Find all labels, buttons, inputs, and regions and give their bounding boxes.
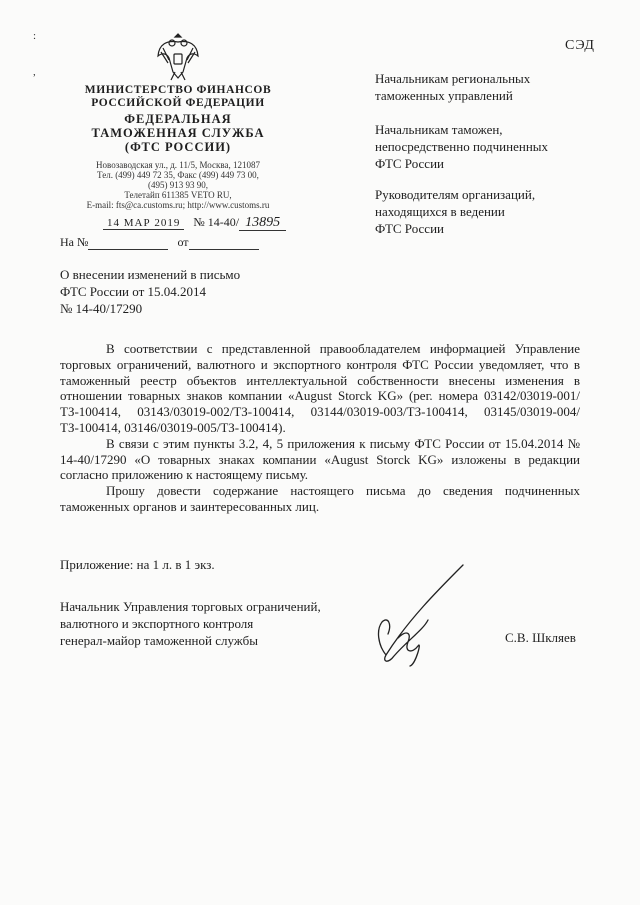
- signer-position: [60, 598, 321, 649]
- scan-mark: :: [33, 30, 37, 42]
- signer-position-line: генерал-майор таможенной службы: [60, 633, 258, 648]
- handwritten-signature: [368, 560, 483, 670]
- addressee-line: Руководителям организаций,: [375, 187, 536, 202]
- addressee: [375, 70, 605, 104]
- addressee-line: непосредственно подчиненных: [375, 139, 549, 154]
- signer-position-line: Начальник Управления торговых ограничений,: [60, 599, 321, 614]
- contact-line: Новозаводская ул., д. 11/5, Москва, 121087: [96, 160, 260, 170]
- addressee-line: находящихся в ведении: [375, 204, 505, 219]
- contact-line: Телетайп 611385 VETO RU,: [124, 190, 232, 200]
- registration-line: [68, 215, 286, 231]
- scan-mark: ,: [33, 66, 36, 78]
- reply-number-blank: [88, 249, 168, 250]
- body-paragraph: В связи с этим пункты 3.2, 4, 5 приложения к письму ФТС России от 15.04.2014 № 14-40/17290 «О товарных знаках компании «August Storck KG» изложены в редакции согласно приложению к настоящему письму.: [60, 435, 580, 483]
- addressee-line: Начальникам таможен,: [375, 122, 503, 137]
- addressee: [375, 186, 605, 237]
- addressee-line: таможенных управлений: [375, 88, 513, 103]
- subject-line: ФТС России от 15.04.2014: [60, 284, 207, 299]
- registration-date: 14 МАР 2019: [103, 217, 184, 230]
- contacts-block: [68, 160, 288, 210]
- subject-line: О внесении изменений в письмо: [60, 267, 241, 282]
- contact-line: (495) 913 93 90,: [148, 180, 208, 190]
- ministry-title: [68, 84, 288, 110]
- addressee-line: ФТС России: [375, 156, 444, 171]
- letter-body: [60, 341, 580, 515]
- coat-of-arms-emblem: [155, 30, 201, 84]
- letter-subject: [60, 266, 240, 317]
- signer-name: С.В. Шкляев: [505, 630, 576, 645]
- ministry-line: РОССИЙСКОЙ ФЕДЕРАЦИИ: [91, 97, 265, 109]
- service-line: ТАМОЖЕННАЯ СЛУЖБА: [91, 126, 265, 140]
- registration-number: № 14-40/: [193, 215, 240, 229]
- addressee-line: ФТС России: [375, 221, 444, 236]
- body-paragraph: Прошу довести содержание настоящего письма до сведения подчиненных таможенных органов и заинтересованных лиц.: [60, 483, 580, 514]
- from-date-blank: [189, 249, 259, 250]
- service-line: ФЕДЕРАЛЬНАЯ: [124, 112, 232, 126]
- contact-line: Тел. (499) 449 72 35, Факс (499) 449 73 00,: [97, 170, 259, 180]
- from-label: от: [177, 235, 189, 249]
- addressee: [375, 121, 605, 172]
- ministry-line: МИНИСТЕРСТВО ФИНАНСОВ: [84, 84, 272, 96]
- subject-line: № 14-40/17290: [60, 301, 143, 316]
- reply-reference: [60, 235, 259, 250]
- attachment-note: Приложение: на 1 л. в 1 экз.: [60, 557, 215, 572]
- service-line: (ФТС РОССИИ): [124, 140, 232, 154]
- sed-marker: СЭД: [565, 38, 595, 53]
- body-paragraph: В соответствии с представленной правообладателем информацией Управление торговых ограничений, валютного и экспортного контроля ФТС России уведомляет, что в таможенный реестр объектов интеллектуальной собственности внесены изменения в отношении товарных знаков компании «August Storck KG» (рег. номера 03142/03019-001/ТЗ-100414, 03143/03019-002/ТЗ-100414, 03144/03019-003/ТЗ-100414, 03145/03019-004/ТЗ-100414, 03146/03019-005/ТЗ-100414).: [60, 341, 580, 435]
- reply-label: На №: [60, 235, 89, 249]
- addressee-line: Начальникам региональных: [375, 71, 531, 86]
- contact-line: E-mail: fts@ca.customs.ru; http://www.customs.ru: [86, 200, 270, 210]
- service-title: [68, 112, 288, 154]
- signer-position-line: валютного и экспортного контроля: [60, 616, 254, 631]
- registration-number-handwritten: 13895: [239, 215, 286, 231]
